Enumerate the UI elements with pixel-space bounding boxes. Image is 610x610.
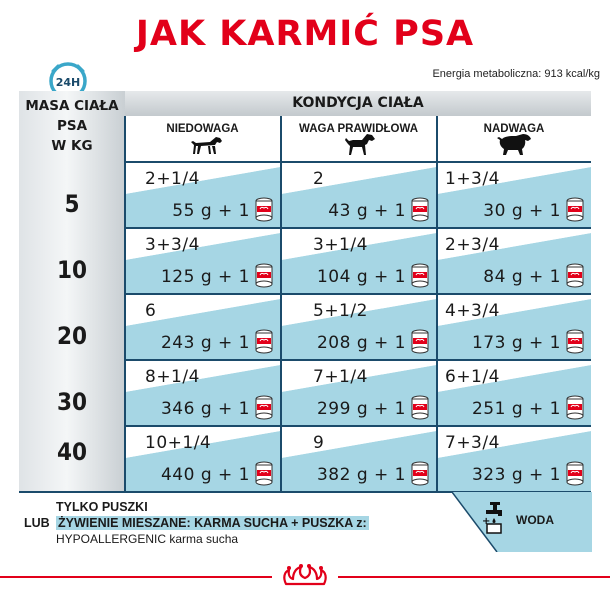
- can-icon: [410, 262, 430, 289]
- mass-value: 30: [56, 388, 88, 416]
- feeding-cell: [125, 425, 280, 491]
- only-cans-note: TYLKO PUSZKI: [56, 500, 148, 514]
- dry-grams: 55 g + 1: [172, 201, 250, 221]
- can-portion: 3+1/4: [313, 235, 368, 255]
- svg-text:+: +: [482, 516, 491, 527]
- can-icon: [410, 328, 430, 355]
- mass-value: 10: [56, 256, 88, 284]
- feeding-cell: [437, 425, 591, 491]
- feeding-cell: [437, 161, 591, 227]
- thin-dog-icon: [190, 134, 224, 158]
- can-icon: [565, 394, 585, 421]
- page-title: JAK KARMIĆ PSA: [135, 14, 475, 54]
- can-portion: 5+1/2: [313, 301, 368, 321]
- can-icon: [254, 460, 274, 487]
- can-portion: 7+3/4: [445, 433, 500, 453]
- can-icon: [565, 196, 585, 223]
- dry-grams: 208 g + 1: [316, 333, 406, 353]
- column-divider: [436, 116, 438, 491]
- can-portion: 10+1/4: [145, 433, 212, 453]
- feeding-cell: [125, 293, 280, 359]
- row-divider: [125, 161, 591, 163]
- mass-value: 40: [56, 438, 88, 466]
- can-portion: 4+3/4: [445, 301, 500, 321]
- condition-header: KONDYCJA CIAŁA: [125, 91, 591, 116]
- dry-grams: 243 g + 1: [160, 333, 250, 353]
- column-header-normal: WAGA PRAWIDŁOWA: [298, 123, 419, 135]
- can-portion: 3+3/4: [145, 235, 200, 255]
- feeding-cell: [281, 293, 436, 359]
- normal-dog-icon: [342, 132, 376, 158]
- row-divider: [125, 359, 591, 361]
- can-portion: 9: [313, 433, 325, 453]
- can-icon: [565, 328, 585, 355]
- mass-value: 20: [56, 322, 88, 350]
- column-divider: [280, 116, 282, 491]
- can-portion: 7+1/4: [313, 367, 368, 387]
- can-icon: [410, 394, 430, 421]
- dry-grams: 104 g + 1: [316, 267, 406, 287]
- dry-grams: 346 g + 1: [160, 399, 250, 419]
- footer-line-left: [0, 576, 272, 578]
- can-icon: [565, 262, 585, 289]
- feeding-cell: [125, 161, 280, 227]
- can-icon: [254, 196, 274, 223]
- feeding-cell: [281, 425, 436, 491]
- dry-grams: 173 g + 1: [471, 333, 561, 353]
- dry-grams: 251 g + 1: [471, 399, 561, 419]
- dry-grams: 125 g + 1: [160, 267, 250, 287]
- column-header-underweight: NIEDOWAGA: [166, 123, 239, 135]
- can-portion: 6+1/4: [445, 367, 500, 387]
- fat-dog-icon: [497, 132, 533, 158]
- dry-grams: 440 g + 1: [160, 465, 250, 485]
- dry-grams: 43 g + 1: [328, 201, 406, 221]
- feeding-cell: [281, 161, 436, 227]
- dry-grams: 382 g + 1: [316, 465, 406, 485]
- row-divider: [125, 293, 591, 295]
- column-header-overweight: NADWAGA: [483, 123, 545, 135]
- dry-grams: 84 g + 1: [483, 267, 561, 287]
- feeding-cell: [125, 359, 280, 425]
- feeding-grid: [125, 161, 591, 491]
- water-label: WODA: [516, 513, 554, 527]
- can-portion: 2+1/4: [145, 169, 200, 189]
- feeding-cell: [437, 359, 591, 425]
- can-portion: 6: [145, 301, 157, 321]
- dry-grams: 299 g + 1: [316, 399, 406, 419]
- can-icon: [410, 196, 430, 223]
- can-portion: 2+3/4: [445, 235, 500, 255]
- or-label: LUB: [24, 516, 50, 530]
- can-portion: 8+1/4: [145, 367, 200, 387]
- feeding-cell: [437, 227, 591, 293]
- dry-food-note: HYPOALLERGENIC karma sucha: [56, 532, 239, 546]
- royal-canin-crown-icon: [280, 562, 330, 588]
- can-icon: [565, 460, 585, 487]
- can-portion: 2: [313, 169, 325, 189]
- feeding-cell: [125, 227, 280, 293]
- feeding-cell: [281, 359, 436, 425]
- clock-label: 24H: [55, 76, 81, 89]
- mass-header: MASA CIAŁA PSA W KG: [25, 98, 119, 154]
- column-divider: [124, 116, 126, 491]
- can-portion: 1+3/4: [445, 169, 500, 189]
- mixed-feeding-note: ŻYWIENIE MIESZANE: KARMA SUCHA + PUSZKA z:: [58, 516, 367, 530]
- feeding-cell: [281, 227, 436, 293]
- can-icon: [254, 394, 274, 421]
- can-icon: [254, 328, 274, 355]
- dry-grams: 323 g + 1: [471, 465, 561, 485]
- mass-value: 5: [64, 190, 80, 218]
- can-icon: [410, 460, 430, 487]
- row-divider: [125, 425, 591, 427]
- feeding-cell: [437, 293, 591, 359]
- can-icon: [254, 262, 274, 289]
- metabolic-energy: Energia metaboliczna: 913 kcal/kg: [432, 68, 600, 80]
- water-tap-icon: [482, 500, 506, 534]
- dry-grams: 30 g + 1: [483, 201, 561, 221]
- footer-line-right: [338, 576, 610, 578]
- row-divider: [125, 227, 591, 229]
